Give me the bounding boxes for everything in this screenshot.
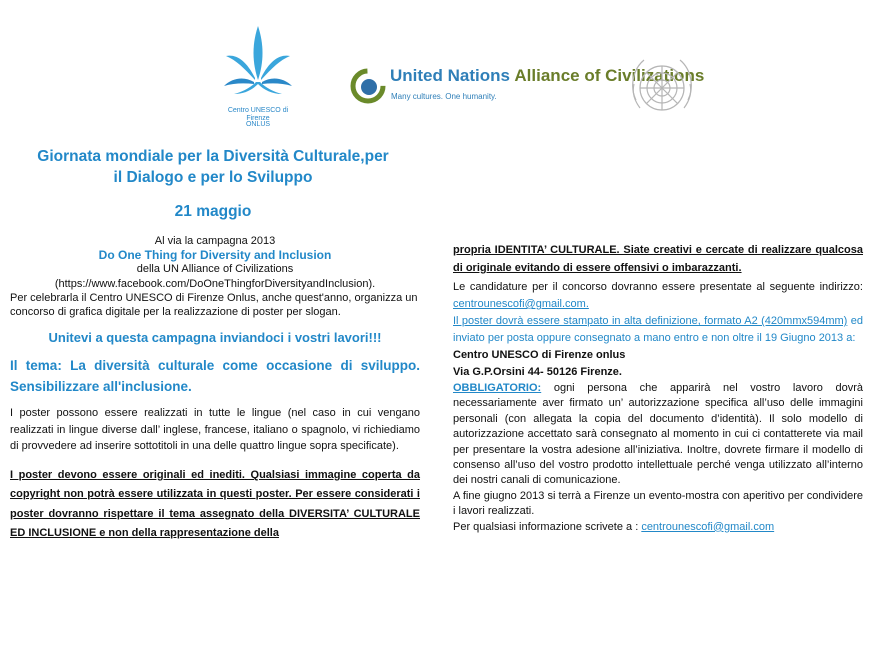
rules-continued: propria IDENTITA’ CULTURALE. Siate creativi e cercate di realizzare qualcosa di originale evitando di essere offensivi o imbarazzanti.	[453, 244, 863, 274]
print-deadline-text: ed inviato per posta oppure consegnato a mano entro e non oltre il 19 Giugno 2013 a:	[453, 315, 864, 344]
unesco-logo-caption-onlus: ONLUS	[245, 121, 271, 128]
print-paragraph	[453, 313, 863, 347]
mandatory-text: ogni persona che apparirà nel vostro lavoro dovrà necessariamente aver firmato un’ autorizzazione specifica all’uso delle immagini personali (con allegata la copia del documento d’identità). Il solo modello di autorizzazione accettato sarà consegnato al momento in cui ci contatterete via mail per presentare la vostra adesione all’iniziativa. Inoltre, dovrete firmare il modello di consenso all’uso del vostro prodotto intellettuale perché venga utilizzato all’interno dei nostri canali di comunicazione.	[453, 382, 863, 487]
unaoc-name-un: United Nations	[390, 66, 510, 85]
left-column	[10, 234, 420, 544]
title-line-2: il Dialogo e per lo Sviluppo	[113, 169, 313, 186]
address-line-1: Centro UNESCO di Firenze onlus	[453, 349, 626, 361]
unaoc-tagline: Many cultures. One humanity.	[391, 92, 497, 101]
event-paragraph: A fine giugno 2013 si terrà a Firenze un evento-mostra con aperitivo per condividere i lavori realizzati.	[453, 489, 863, 518]
page-title	[14, 146, 412, 188]
unesco-florence-logo	[222, 22, 294, 129]
campaign-org: della UN Alliance of Civilizations	[136, 263, 294, 276]
languages-paragraph: I poster possono essere realizzati in tutte le lingue (nel caso in cui vengano realizzati in lingue diverse dall’ inglese, francese, italiano o spagnolo, vi richiediamo di provvedere ad inserire sottotitoli in una delle quattro lingue sopra specificate).	[10, 407, 420, 453]
apply-paragraph	[453, 279, 863, 313]
celebrate-paragraph: Per celebrarla il Centro UNESCO di Firenze Onlus, anche quest'anno, organizza un concorso di grafica digitale per la realizzazione di poster per slogan.	[10, 291, 418, 319]
title-line-1: Giornata mondiale per la Diversità Culturale,per	[37, 148, 389, 165]
event-date: 21 maggio	[174, 203, 252, 220]
leaf-emblem-icon	[222, 22, 294, 104]
right-column	[453, 241, 863, 535]
rally-call: Unitevi a questa campagna inviandoci i vostri lavori!!!	[48, 330, 382, 346]
mandatory-paragraph	[453, 381, 863, 489]
info-email-link[interactable]: centrounescofi@gmail.com	[641, 520, 775, 533]
apply-email-link[interactable]: centrounescofi@gmail.com.	[453, 298, 589, 310]
unaoc-name-alliance: Alliance of Civilizations	[514, 66, 705, 85]
info-paragraph	[453, 520, 863, 535]
mandatory-label: OBBLIGATORIO:	[453, 382, 542, 394]
info-text: Per qualsiasi informazione scrivete a :	[453, 520, 642, 533]
address-line-2: Via G.P.Orsini 44- 50126 Firenze.	[453, 366, 622, 378]
campaign-url[interactable]: (https://www.facebook.com/DoOneThingforDiversityandInclusion).	[54, 277, 376, 290]
apply-text: Le candidature per il concorso dovranno essere presentate al seguente indirizzo:	[453, 281, 863, 293]
un-emblem-icon	[622, 48, 702, 128]
unesco-logo-caption: Centro UNESCO di Firenze	[227, 107, 289, 122]
print-format-text: Il poster dovrà essere stampato in alta definizione, formato A2 (420mmx594mm)	[453, 315, 848, 327]
rules-paragraph: I poster devono essere originali ed inediti. Qualsiasi immagine coperta da copyright non potrà essere utilizzata in questi poster. Per essere considerati i poster dovranno rispettare il tema assegnato della DIVERSITA’ CULTURALE ED INCLUSIONE e non della rappresentazione della	[10, 468, 420, 540]
contest-theme: Il tema: La diversità culturale come occasione di sviluppo. Sensibilizzare all'inclusione.	[10, 358, 420, 395]
unaoc-logo	[350, 60, 730, 110]
campaign-name: Do One Thing for Diversity and Inclusion	[98, 248, 332, 263]
campaign-intro: Al via la campagna 2013	[154, 235, 276, 247]
globe-swirl-icon	[350, 68, 386, 104]
